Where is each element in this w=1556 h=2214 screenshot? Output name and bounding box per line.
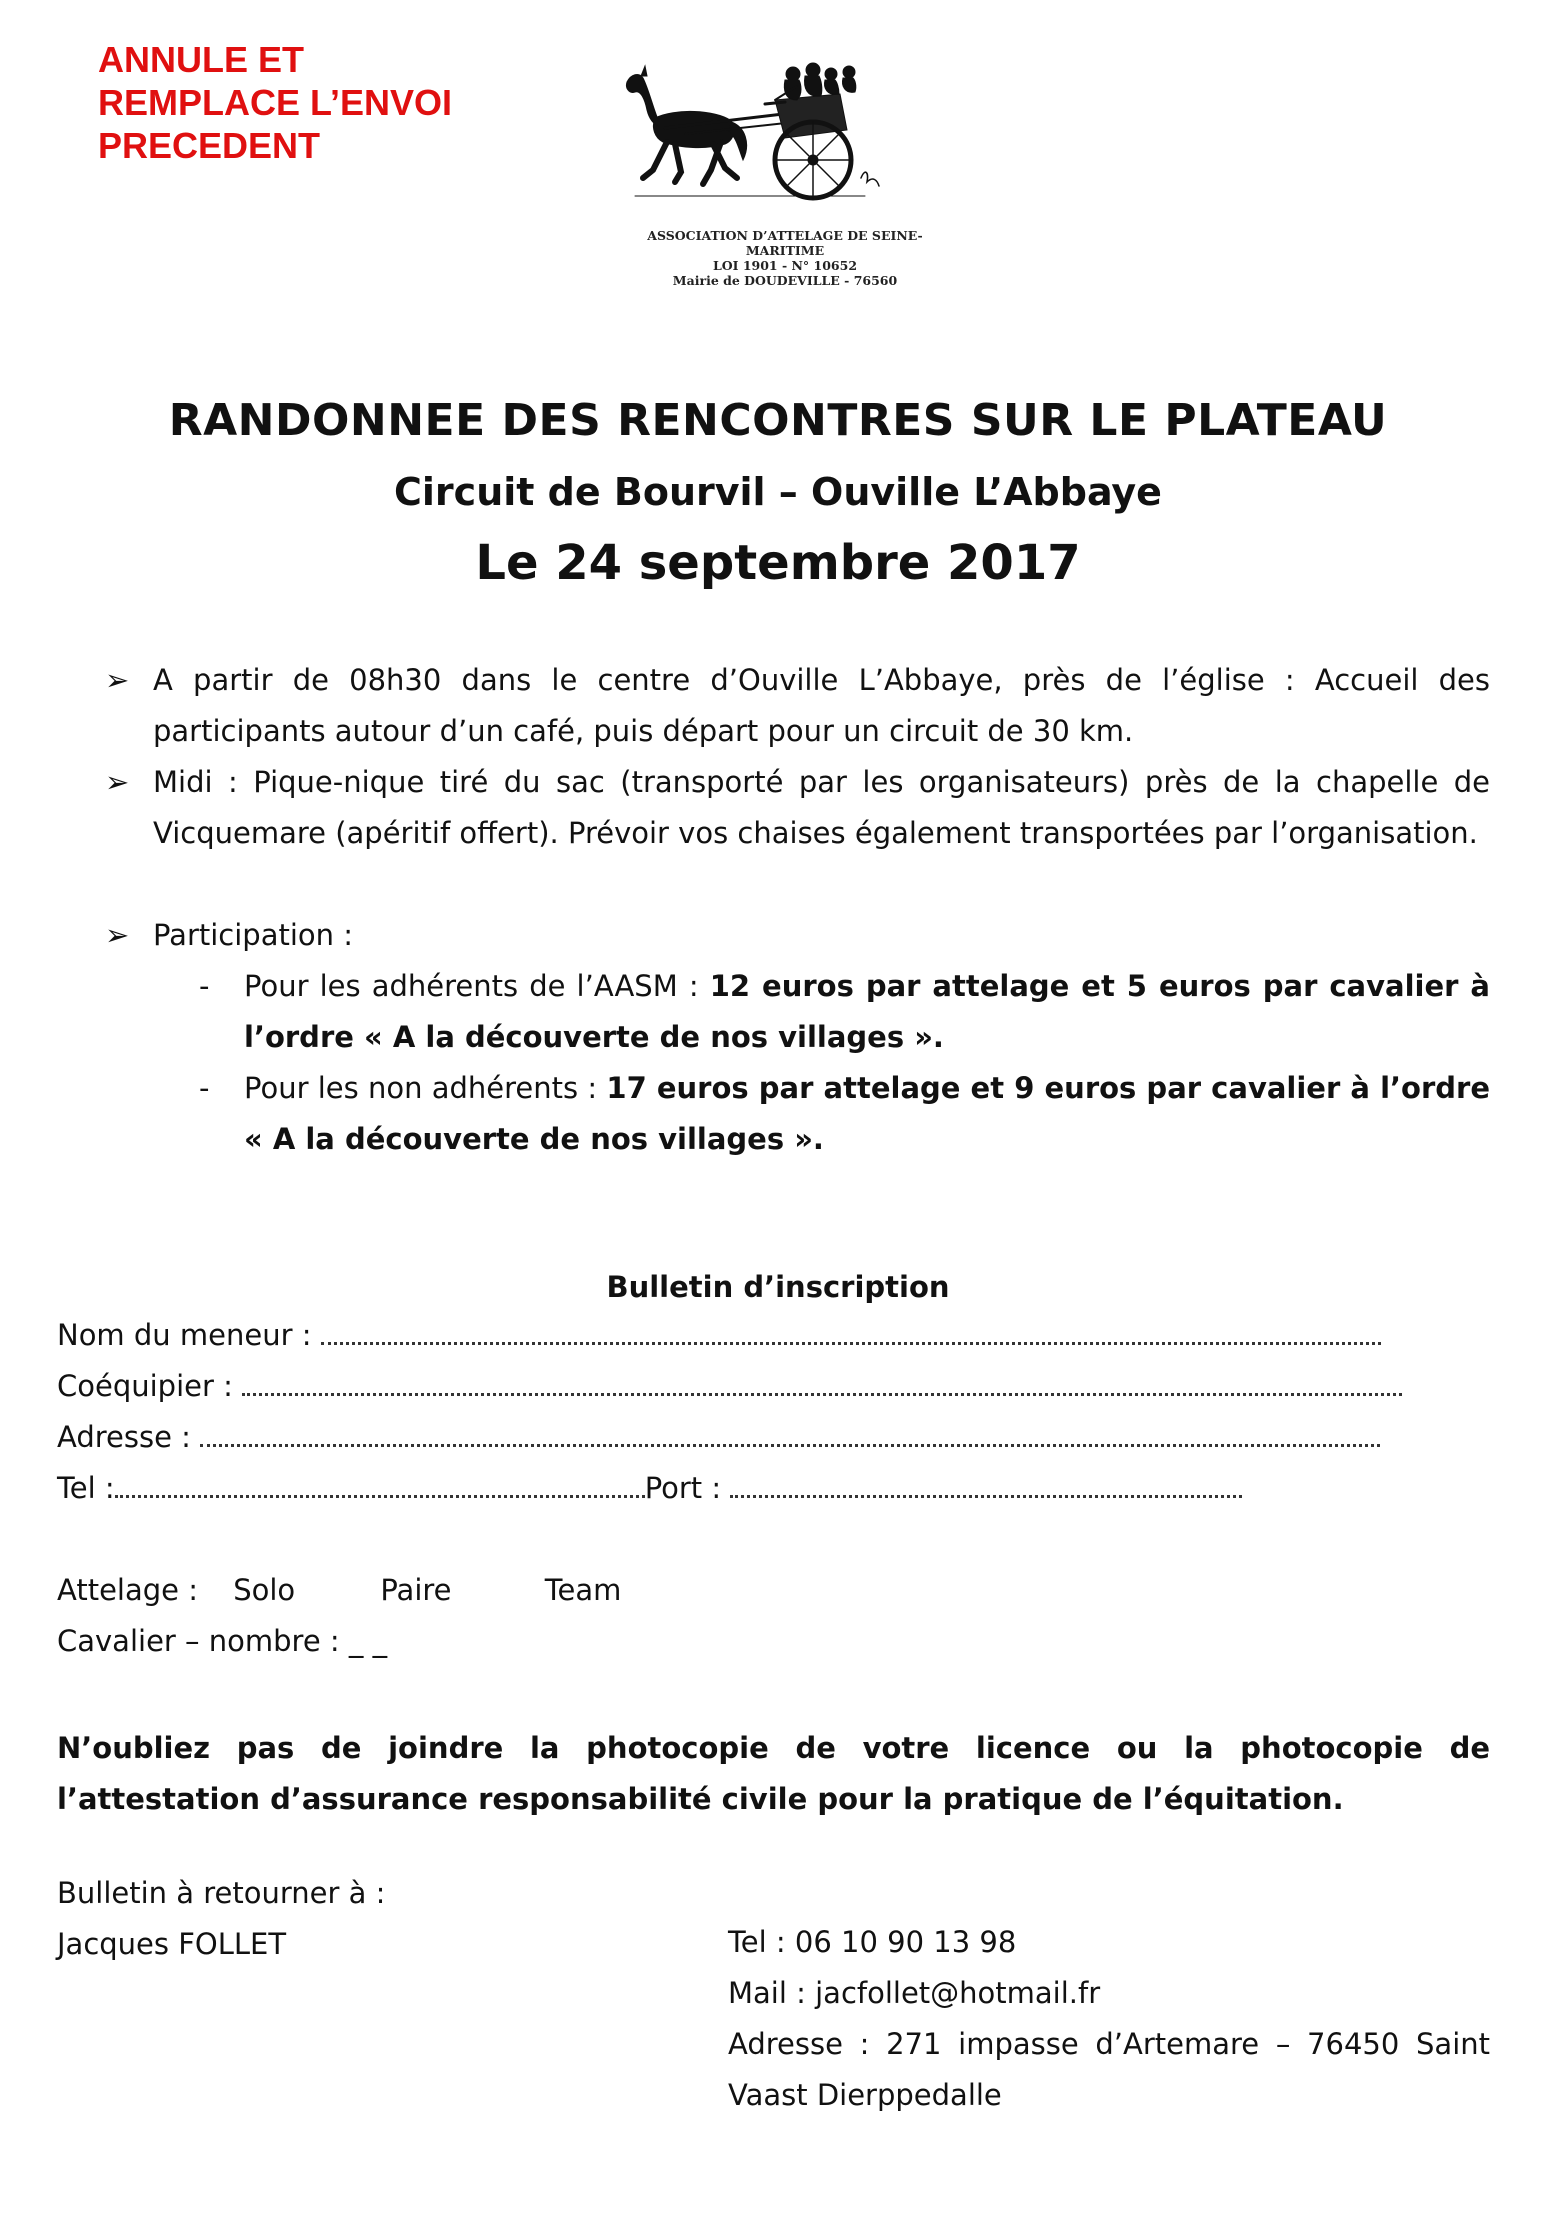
teammate-field[interactable] <box>57 1369 1402 1403</box>
contact-email[interactable]: Mail : jacfollet@hotmail.fr <box>728 1976 1101 2010</box>
rider-count-label: Cavalier – nombre : <box>57 1624 340 1658</box>
association-name <box>625 228 945 288</box>
arrow-bullet-icon: ➢ <box>105 918 130 952</box>
name-blank[interactable] <box>321 1318 1381 1345</box>
notice-line-2: REMPLACE L’ENVOI <box>98 82 453 123</box>
price-detail: 12 euros par attelage et 5 euros par cavalier à l’ordre « A la découverte de nos villages ». <box>244 969 1490 1054</box>
name-label: Nom du meneur : <box>57 1318 312 1352</box>
price-item <box>105 1063 1490 1165</box>
price-intro: Pour les adhérents de l’AASM : <box>244 969 710 1003</box>
rider-count-row <box>57 1624 387 1658</box>
list-item <box>105 757 1490 859</box>
contact-name: Jacques FOLLET <box>57 1927 287 1961</box>
arrow-bullet-icon: ➢ <box>105 765 130 799</box>
mobile-blank[interactable] <box>730 1471 1242 1498</box>
list-item <box>105 655 1490 757</box>
rider-count-blank[interactable]: _ _ <box>348 1624 388 1658</box>
dash-bullet-icon: - <box>199 1071 210 1105</box>
notice-line-3: PRECEDENT <box>98 125 321 166</box>
cancellation-notice <box>98 38 452 167</box>
dash-bullet-icon: - <box>199 969 210 1003</box>
arrow-bullet-icon: ➢ <box>105 663 130 697</box>
participation-label: Participation : <box>153 918 354 952</box>
phone-blank[interactable] <box>115 1471 645 1498</box>
bullet-text: Midi : Pique-nique tiré du sac (transporté par les organisateurs) près de la chapelle de Vicquemare (apéritif offert). Prévoir vos chaises également transportées par l’organisation. <box>153 765 1490 850</box>
address-field[interactable] <box>57 1420 1380 1454</box>
address-blank[interactable] <box>200 1420 1380 1447</box>
contact-details <box>728 1917 1490 2121</box>
return-label: Bulletin à retourner à : <box>57 1876 386 1910</box>
attelage-option-paire[interactable]: Paire <box>380 1573 452 1607</box>
form-title: Bulletin d’inscription <box>606 1270 950 1304</box>
price-item <box>105 961 1490 1063</box>
attelage-option-solo[interactable]: Solo <box>233 1573 296 1607</box>
name-field[interactable] <box>57 1318 1381 1352</box>
horse-carriage-icon <box>625 60 945 220</box>
participation-item <box>105 910 1490 961</box>
attelage-label: Attelage : <box>57 1573 198 1607</box>
event-date: Le 24 septembre 2017 <box>475 535 1081 591</box>
phone-label: Tel : <box>57 1471 115 1505</box>
contact-address: Adresse : 271 impasse d’Artemare – 76450 Saint Vaast Dierppedalle <box>728 2027 1490 2112</box>
price-intro: Pour les non adhérents : <box>244 1071 607 1105</box>
attelage-row <box>57 1573 621 1607</box>
event-title: RANDONNEE DES RENCONTRES SUR LE PLATEAU <box>168 395 1388 446</box>
association-logo <box>625 60 945 288</box>
teammate-blank[interactable] <box>242 1369 1402 1396</box>
program-list <box>105 655 1490 1165</box>
contact-phone: Tel : 06 10 90 13 98 <box>728 1925 1017 1959</box>
price-detail: 17 euros par attelage et 9 euros par cavalier à l’ordre « A la découverte de nos villages ». <box>244 1071 1490 1156</box>
phone-field[interactable] <box>57 1471 1242 1505</box>
attelage-option-team[interactable]: Team <box>544 1573 622 1607</box>
mobile-label: Port : <box>644 1471 722 1505</box>
logo-line-1: ASSOCIATION D’ATTELAGE DE SEINE-MARITIME <box>647 228 923 258</box>
logo-line-3: Mairie de DOUDEVILLE - 76560 <box>672 273 898 288</box>
logo-line-2: LOI 1901 - N° 10652 <box>712 258 858 273</box>
address-label: Adresse : <box>57 1420 191 1454</box>
teammate-label: Coéquipier : <box>57 1369 233 1403</box>
reminder-text: N’oubliez pas de joindre la photocopie de votre licence ou la photocopie de l’attestation d’assurance responsabilité civile pour la pratique de l’équitation. <box>57 1731 1490 1816</box>
notice-line-1: ANNULE ET <box>98 39 304 80</box>
event-subtitle: Circuit de Bourvil – Ouville L’Abbaye <box>394 470 1162 514</box>
bullet-text: A partir de 08h30 dans le centre d’Ouville L’Abbaye, près de l’église : Accueil des participants autour d’un café, puis départ pour un circuit de 30 km. <box>153 663 1490 748</box>
